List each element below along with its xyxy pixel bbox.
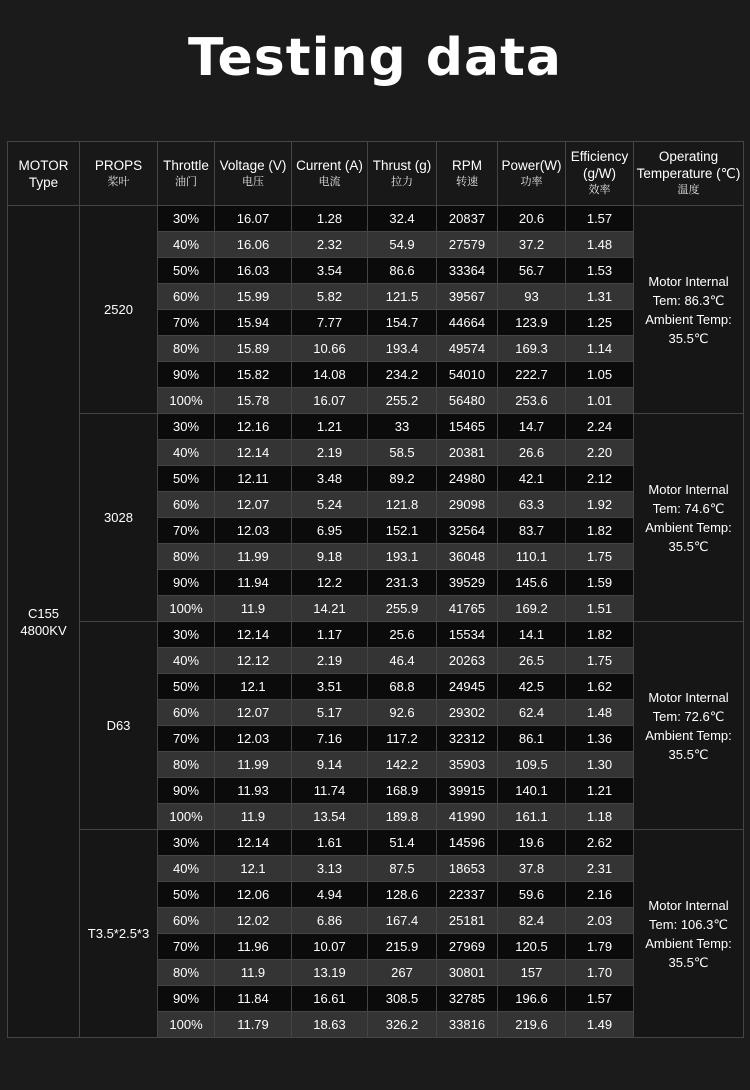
rpm-cell: 35903	[437, 752, 498, 778]
power-cell: 196.6	[498, 986, 566, 1012]
throttle-cell: 100%	[158, 388, 215, 414]
power-cell: 20.6	[498, 206, 566, 232]
voltage-cell: 12.03	[215, 518, 292, 544]
power-cell: 26.5	[498, 648, 566, 674]
thrust-cell: 25.6	[368, 622, 437, 648]
temperature-line: Ambient Temp:	[645, 727, 732, 743]
power-cell: 59.6	[498, 882, 566, 908]
header-current: Current (A) 电流	[292, 142, 368, 206]
current-cell: 13.19	[292, 960, 368, 986]
temperature-line: Motor Internal	[648, 689, 729, 705]
temperature-cell	[634, 622, 744, 830]
motor-type-cell	[8, 206, 80, 1038]
throttle-cell: 90%	[158, 570, 215, 596]
power-cell: 109.5	[498, 752, 566, 778]
thrust-cell: 234.2	[368, 362, 437, 388]
rpm-cell: 36048	[437, 544, 498, 570]
temperature-line: Ambient Temp:	[645, 519, 732, 535]
power-cell: 219.6	[498, 1012, 566, 1038]
efficiency-cell: 2.62	[566, 830, 634, 856]
rpm-cell: 32785	[437, 986, 498, 1012]
prop-cell: D63	[80, 622, 158, 830]
voltage-cell: 11.93	[215, 778, 292, 804]
temperature-line: Ambient Temp:	[645, 311, 732, 327]
current-cell: 9.14	[292, 752, 368, 778]
rpm-cell: 49574	[437, 336, 498, 362]
efficiency-cell: 1.53	[566, 258, 634, 284]
efficiency-cell: 1.57	[566, 206, 634, 232]
header-props: PROPS 桨叶	[80, 142, 158, 206]
current-cell: 11.74	[292, 778, 368, 804]
throttle-cell: 30%	[158, 206, 215, 232]
throttle-cell: 100%	[158, 804, 215, 830]
power-cell: 42.1	[498, 466, 566, 492]
rpm-cell: 32312	[437, 726, 498, 752]
current-cell: 2.32	[292, 232, 368, 258]
current-cell: 6.95	[292, 518, 368, 544]
throttle-cell: 60%	[158, 492, 215, 518]
voltage-cell: 12.14	[215, 622, 292, 648]
voltage-cell: 12.16	[215, 414, 292, 440]
throttle-cell: 80%	[158, 752, 215, 778]
thrust-cell: 121.8	[368, 492, 437, 518]
efficiency-cell: 1.48	[566, 700, 634, 726]
efficiency-cell: 1.14	[566, 336, 634, 362]
efficiency-cell: 1.75	[566, 544, 634, 570]
rpm-cell: 32564	[437, 518, 498, 544]
power-cell: 157	[498, 960, 566, 986]
voltage-cell: 11.84	[215, 986, 292, 1012]
voltage-cell: 12.07	[215, 700, 292, 726]
efficiency-cell: 1.01	[566, 388, 634, 414]
power-cell: 19.6	[498, 830, 566, 856]
header-power: Power(W) 功率	[498, 142, 566, 206]
thrust-cell: 142.2	[368, 752, 437, 778]
throttle-cell: 60%	[158, 700, 215, 726]
thrust-cell: 51.4	[368, 830, 437, 856]
thrust-cell: 128.6	[368, 882, 437, 908]
efficiency-cell: 1.18	[566, 804, 634, 830]
current-cell: 5.17	[292, 700, 368, 726]
efficiency-cell: 2.31	[566, 856, 634, 882]
rpm-cell: 27579	[437, 232, 498, 258]
voltage-cell: 15.99	[215, 284, 292, 310]
header-thrust: Thrust (g) 拉力	[368, 142, 437, 206]
header-throttle: Throttle 油门	[158, 142, 215, 206]
power-cell: 86.1	[498, 726, 566, 752]
efficiency-cell: 1.36	[566, 726, 634, 752]
efficiency-cell: 1.49	[566, 1012, 634, 1038]
current-cell: 6.86	[292, 908, 368, 934]
thrust-cell: 168.9	[368, 778, 437, 804]
rpm-cell: 41990	[437, 804, 498, 830]
throttle-cell: 80%	[158, 336, 215, 362]
rpm-cell: 22337	[437, 882, 498, 908]
voltage-cell: 12.1	[215, 674, 292, 700]
current-cell: 1.21	[292, 414, 368, 440]
table-body	[8, 206, 744, 1038]
efficiency-cell: 1.48	[566, 232, 634, 258]
current-cell: 1.17	[292, 622, 368, 648]
power-cell: 14.7	[498, 414, 566, 440]
temperature-line: Tem: 72.6℃	[652, 708, 725, 724]
temperature-cell	[634, 830, 744, 1038]
current-cell: 14.08	[292, 362, 368, 388]
rpm-cell: 56480	[437, 388, 498, 414]
efficiency-cell: 1.79	[566, 934, 634, 960]
efficiency-cell: 2.16	[566, 882, 634, 908]
rpm-cell: 20263	[437, 648, 498, 674]
throttle-cell: 40%	[158, 232, 215, 258]
thrust-cell: 54.9	[368, 232, 437, 258]
efficiency-cell: 1.92	[566, 492, 634, 518]
voltage-cell: 12.02	[215, 908, 292, 934]
table-row	[8, 622, 744, 648]
efficiency-cell: 1.82	[566, 518, 634, 544]
current-cell: 12.2	[292, 570, 368, 596]
current-cell: 5.82	[292, 284, 368, 310]
thrust-cell: 326.2	[368, 1012, 437, 1038]
thrust-cell: 255.2	[368, 388, 437, 414]
thrust-cell: 189.8	[368, 804, 437, 830]
rpm-cell: 39567	[437, 284, 498, 310]
voltage-cell: 11.9	[215, 960, 292, 986]
thrust-cell: 167.4	[368, 908, 437, 934]
rpm-cell: 39915	[437, 778, 498, 804]
throttle-cell: 80%	[158, 544, 215, 570]
rpm-cell: 24945	[437, 674, 498, 700]
efficiency-cell: 2.12	[566, 466, 634, 492]
voltage-cell: 15.82	[215, 362, 292, 388]
temperature-line: Tem: 86.3℃	[652, 292, 725, 308]
thrust-cell: 33	[368, 414, 437, 440]
rpm-cell: 54010	[437, 362, 498, 388]
throttle-cell: 50%	[158, 258, 215, 284]
rpm-cell: 30801	[437, 960, 498, 986]
efficiency-cell: 1.75	[566, 648, 634, 674]
rpm-cell: 27969	[437, 934, 498, 960]
rpm-cell: 39529	[437, 570, 498, 596]
testing-data-table	[7, 141, 744, 1038]
rpm-cell: 33364	[437, 258, 498, 284]
temperature-line: 35.5℃	[668, 330, 709, 346]
header-efficiency: Efficiency (g/W) 效率	[566, 142, 634, 206]
temperature-line: 35.5℃	[668, 746, 709, 762]
voltage-cell: 12.07	[215, 492, 292, 518]
throttle-cell: 40%	[158, 856, 215, 882]
power-cell: 62.4	[498, 700, 566, 726]
efficiency-cell: 1.21	[566, 778, 634, 804]
power-cell: 123.9	[498, 310, 566, 336]
thrust-cell: 231.3	[368, 570, 437, 596]
thrust-cell: 86.6	[368, 258, 437, 284]
power-cell: 169.2	[498, 596, 566, 622]
voltage-cell: 11.9	[215, 804, 292, 830]
current-cell: 16.61	[292, 986, 368, 1012]
thrust-cell: 255.9	[368, 596, 437, 622]
throttle-cell: 30%	[158, 830, 215, 856]
voltage-cell: 11.9	[215, 596, 292, 622]
thrust-cell: 308.5	[368, 986, 437, 1012]
voltage-cell: 15.94	[215, 310, 292, 336]
efficiency-cell: 1.70	[566, 960, 634, 986]
rpm-cell: 25181	[437, 908, 498, 934]
thrust-cell: 215.9	[368, 934, 437, 960]
voltage-cell: 11.99	[215, 544, 292, 570]
temperature-line: 35.5℃	[668, 954, 709, 970]
efficiency-cell: 2.24	[566, 414, 634, 440]
current-cell: 18.63	[292, 1012, 368, 1038]
prop-cell: T3.5*2.5*3	[80, 830, 158, 1038]
header-voltage: Voltage (V) 电压	[215, 142, 292, 206]
current-cell: 3.54	[292, 258, 368, 284]
power-cell: 145.6	[498, 570, 566, 596]
rpm-cell: 14596	[437, 830, 498, 856]
rpm-cell: 29302	[437, 700, 498, 726]
temperature-line: Tem: 74.6℃	[652, 500, 725, 516]
power-cell: 83.7	[498, 518, 566, 544]
current-cell: 3.13	[292, 856, 368, 882]
power-cell: 93	[498, 284, 566, 310]
thrust-cell: 89.2	[368, 466, 437, 492]
voltage-cell: 16.07	[215, 206, 292, 232]
efficiency-cell: 2.03	[566, 908, 634, 934]
thrust-cell: 58.5	[368, 440, 437, 466]
current-cell: 7.16	[292, 726, 368, 752]
throttle-cell: 90%	[158, 778, 215, 804]
throttle-cell: 50%	[158, 882, 215, 908]
power-cell: 26.6	[498, 440, 566, 466]
throttle-cell: 80%	[158, 960, 215, 986]
efficiency-cell: 1.25	[566, 310, 634, 336]
power-cell: 169.3	[498, 336, 566, 362]
thrust-cell: 92.6	[368, 700, 437, 726]
voltage-cell: 16.06	[215, 232, 292, 258]
rpm-cell: 20837	[437, 206, 498, 232]
current-cell: 10.07	[292, 934, 368, 960]
throttle-cell: 40%	[158, 440, 215, 466]
temperature-line: Motor Internal	[648, 273, 729, 289]
voltage-cell: 11.99	[215, 752, 292, 778]
table-row	[8, 414, 744, 440]
power-cell: 120.5	[498, 934, 566, 960]
voltage-cell: 15.89	[215, 336, 292, 362]
voltage-cell: 15.78	[215, 388, 292, 414]
rpm-cell: 29098	[437, 492, 498, 518]
efficiency-cell: 1.31	[566, 284, 634, 310]
table-row	[8, 206, 744, 232]
throttle-cell: 100%	[158, 1012, 215, 1038]
thrust-cell: 193.4	[368, 336, 437, 362]
throttle-cell: 70%	[158, 310, 215, 336]
temperature-line: 35.5℃	[668, 538, 709, 554]
voltage-cell: 12.14	[215, 440, 292, 466]
temperature-line: Ambient Temp:	[645, 935, 732, 951]
current-cell: 16.07	[292, 388, 368, 414]
efficiency-cell: 1.51	[566, 596, 634, 622]
voltage-cell: 12.06	[215, 882, 292, 908]
voltage-cell: 11.94	[215, 570, 292, 596]
current-cell: 10.66	[292, 336, 368, 362]
header-operating-temperature: Operating Temperature (℃) 温度	[634, 142, 744, 206]
efficiency-cell: 2.20	[566, 440, 634, 466]
power-cell: 140.1	[498, 778, 566, 804]
voltage-cell: 16.03	[215, 258, 292, 284]
thrust-cell: 121.5	[368, 284, 437, 310]
throttle-cell: 60%	[158, 908, 215, 934]
power-cell: 37.2	[498, 232, 566, 258]
thrust-cell: 68.8	[368, 674, 437, 700]
throttle-cell: 70%	[158, 934, 215, 960]
rpm-cell: 41765	[437, 596, 498, 622]
throttle-cell: 100%	[158, 596, 215, 622]
current-cell: 3.51	[292, 674, 368, 700]
rpm-cell: 15534	[437, 622, 498, 648]
thrust-cell: 193.1	[368, 544, 437, 570]
current-cell: 2.19	[292, 648, 368, 674]
motor-type-line1: C155	[27, 605, 60, 621]
current-cell: 1.61	[292, 830, 368, 856]
prop-cell: 2520	[80, 206, 158, 414]
page-title: Testing data	[187, 28, 563, 88]
table-row	[8, 830, 744, 856]
throttle-cell: 90%	[158, 362, 215, 388]
throttle-cell: 40%	[158, 648, 215, 674]
temperature-line: Motor Internal	[648, 897, 729, 913]
power-cell: 222.7	[498, 362, 566, 388]
current-cell: 4.94	[292, 882, 368, 908]
power-cell: 161.1	[498, 804, 566, 830]
throttle-cell: 30%	[158, 414, 215, 440]
efficiency-cell: 1.05	[566, 362, 634, 388]
header-rpm: RPM 转速	[437, 142, 498, 206]
rpm-cell: 24980	[437, 466, 498, 492]
temperature-line: Motor Internal	[648, 481, 729, 497]
motor-type-line2: 4800KV	[20, 622, 67, 638]
efficiency-cell: 1.30	[566, 752, 634, 778]
current-cell: 7.77	[292, 310, 368, 336]
voltage-cell: 11.96	[215, 934, 292, 960]
efficiency-cell: 1.62	[566, 674, 634, 700]
power-cell: 37.8	[498, 856, 566, 882]
throttle-cell: 60%	[158, 284, 215, 310]
voltage-cell: 12.11	[215, 466, 292, 492]
efficiency-cell: 1.57	[566, 986, 634, 1012]
rpm-cell: 15465	[437, 414, 498, 440]
header-row	[8, 142, 744, 206]
voltage-cell: 12.1	[215, 856, 292, 882]
temperature-line: Tem: 106.3℃	[649, 916, 728, 932]
throttle-cell: 50%	[158, 674, 215, 700]
current-cell: 13.54	[292, 804, 368, 830]
current-cell: 3.48	[292, 466, 368, 492]
temperature-cell	[634, 414, 744, 622]
current-cell: 1.28	[292, 206, 368, 232]
prop-cell: 3028	[80, 414, 158, 622]
current-cell: 14.21	[292, 596, 368, 622]
efficiency-cell: 1.59	[566, 570, 634, 596]
header-motor-type: MOTOR Type	[8, 142, 80, 206]
power-cell: 56.7	[498, 258, 566, 284]
power-cell: 42.5	[498, 674, 566, 700]
throttle-cell: 90%	[158, 986, 215, 1012]
rpm-cell: 33816	[437, 1012, 498, 1038]
current-cell: 9.18	[292, 544, 368, 570]
power-cell: 14.1	[498, 622, 566, 648]
thrust-cell: 87.5	[368, 856, 437, 882]
thrust-cell: 154.7	[368, 310, 437, 336]
power-cell: 110.1	[498, 544, 566, 570]
throttle-cell: 50%	[158, 466, 215, 492]
rpm-cell: 44664	[437, 310, 498, 336]
thrust-cell: 152.1	[368, 518, 437, 544]
power-cell: 82.4	[498, 908, 566, 934]
thrust-cell: 267	[368, 960, 437, 986]
thrust-cell: 46.4	[368, 648, 437, 674]
throttle-cell: 70%	[158, 518, 215, 544]
throttle-cell: 30%	[158, 622, 215, 648]
rpm-cell: 20381	[437, 440, 498, 466]
current-cell: 2.19	[292, 440, 368, 466]
voltage-cell: 12.14	[215, 830, 292, 856]
thrust-cell: 32.4	[368, 206, 437, 232]
voltage-cell: 11.79	[215, 1012, 292, 1038]
throttle-cell: 70%	[158, 726, 215, 752]
thrust-cell: 117.2	[368, 726, 437, 752]
efficiency-cell: 1.82	[566, 622, 634, 648]
voltage-cell: 12.03	[215, 726, 292, 752]
power-cell: 63.3	[498, 492, 566, 518]
rpm-cell: 18653	[437, 856, 498, 882]
voltage-cell: 12.12	[215, 648, 292, 674]
current-cell: 5.24	[292, 492, 368, 518]
temperature-cell	[634, 206, 744, 414]
power-cell: 253.6	[498, 388, 566, 414]
